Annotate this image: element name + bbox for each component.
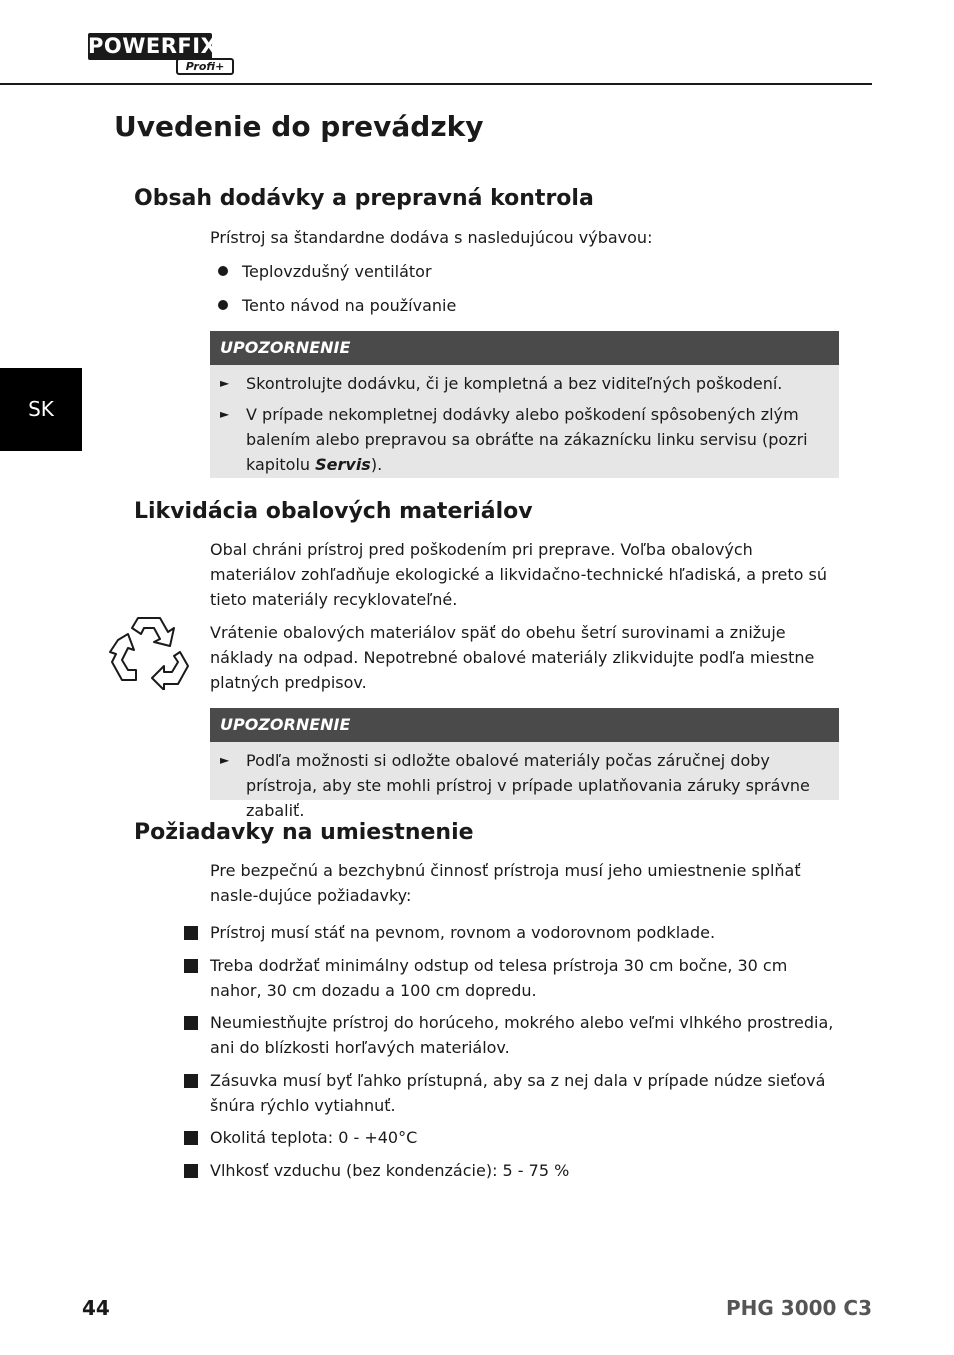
notice-item <box>220 371 829 396</box>
list-item <box>184 953 840 1003</box>
notice-item-text: V prípade nekompletnej dodávky alebo poškodení spôsobených zlým balením alebo prepravou sa obráťte na zákaznícku linku servisu (pozri kapitolu <box>246 405 808 474</box>
language-tab: SK <box>0 368 82 451</box>
brand-logo <box>88 33 234 75</box>
notice-item-text: Podľa možnosti si odložte obalové materiály počas záručnej doby prístroja, aby ste mohli prístroj v prípade uplatňovania záruky správne zabaliť. <box>246 751 810 820</box>
section-heading-delivery: Obsah dodávky a prepravná kontrola <box>134 186 594 211</box>
bullet-icon <box>218 266 228 276</box>
arrow-right-icon: ► <box>220 753 230 767</box>
list-item <box>218 259 432 284</box>
notice-item <box>220 748 829 823</box>
bullet-icon <box>218 300 228 310</box>
list-item-label: Teplovzdušný ventilátor <box>242 262 432 281</box>
notice-item-text-end: ). <box>370 455 383 474</box>
list-item-label: Vlhkosť vzduchu (bez kondenzácie): 5 - 75 % <box>210 1161 570 1180</box>
list-item-label: Prístroj musí stáť na pevnom, rovnom a vodorovnom podklade. <box>210 923 716 942</box>
notice-title: UPOZORNENIE <box>210 708 839 742</box>
arrow-right-icon: ► <box>220 376 230 390</box>
list-item-label: Zásuvka musí byť ľahko prístupná, aby sa z nej dala v prípade núdze sieťová šnúra rýchlo vytiahnuť. <box>210 1071 826 1115</box>
section-heading-disposal: Likvidácia obalových materiálov <box>134 499 533 524</box>
list-item <box>184 920 840 945</box>
list-item <box>218 293 456 318</box>
recycle-icon <box>108 614 190 690</box>
square-bullet-icon <box>184 1131 198 1145</box>
notice-title: UPOZORNENIE <box>210 331 839 365</box>
list-item-label: Tento návod na používanie <box>242 296 457 315</box>
list-item <box>184 1158 840 1183</box>
list-item-label: Neumiestňujte prístroj do horúceho, mokrého alebo veľmi vlhkého prostredia, ani do blízkosti horľavých materiálov. <box>210 1013 834 1057</box>
placement-intro: Pre bezpečnú a bezchybnú činnosť prístroja musí jeho umiestnenie splňať nasle-dujúce požiadavky: <box>210 861 801 905</box>
header-rule <box>0 83 872 85</box>
list-item-label: Treba dodržať minimálny odstup od telesa prístroja 30 cm bočne, 30 cm nahor, 30 cm dozadu a 100 cm dopredu. <box>210 956 788 1000</box>
model-number: PHG 3000 C3 <box>726 1296 872 1320</box>
list-item <box>184 1010 840 1060</box>
brand-logo-sub: Profi+ <box>176 58 234 75</box>
notice-item-text: Skontrolujte dodávku, či je kompletná a bez viditeľných poškodení. <box>246 374 783 393</box>
notice-box-delivery <box>210 331 839 478</box>
list-item-label: Okolitá teplota: 0 - +40°C <box>210 1128 418 1147</box>
page-number: 44 <box>82 1296 110 1320</box>
arrow-right-icon: ► <box>220 407 230 421</box>
delivery-intro: Prístroj sa štandardne dodáva s nasledujúcou výbavou: <box>210 228 653 247</box>
section-heading-placement: Požiadavky na umiestnenie <box>134 820 474 845</box>
disposal-paragraph-2: Vrátenie obalových materiálov späť do obehu šetrí surovinami a znižuje náklady na odpad. Nepotrebné obalové materiály zlikvidujte podľa miestne platných predpisov. <box>210 623 815 692</box>
square-bullet-icon <box>184 959 198 973</box>
square-bullet-icon <box>184 1074 198 1088</box>
list-item <box>184 1125 840 1150</box>
notice-box-disposal <box>210 708 839 820</box>
list-item <box>184 1068 840 1118</box>
square-bullet-icon <box>184 926 198 940</box>
page-title: Uvedenie do prevádzky <box>114 110 484 143</box>
chapter-reference: Servis <box>315 455 371 474</box>
square-bullet-icon <box>184 1164 198 1178</box>
disposal-paragraph-1: Obal chráni prístroj pred poškodením pri preprave. Voľba obalových materiálov zohľadňuje ekologické a likvidačno-technické hľadiská, a preto sú tieto materiály recyklovateľné. <box>210 540 828 609</box>
square-bullet-icon <box>184 1016 198 1030</box>
brand-logo-main: POWERFIX <box>88 34 218 58</box>
notice-item <box>220 402 829 477</box>
